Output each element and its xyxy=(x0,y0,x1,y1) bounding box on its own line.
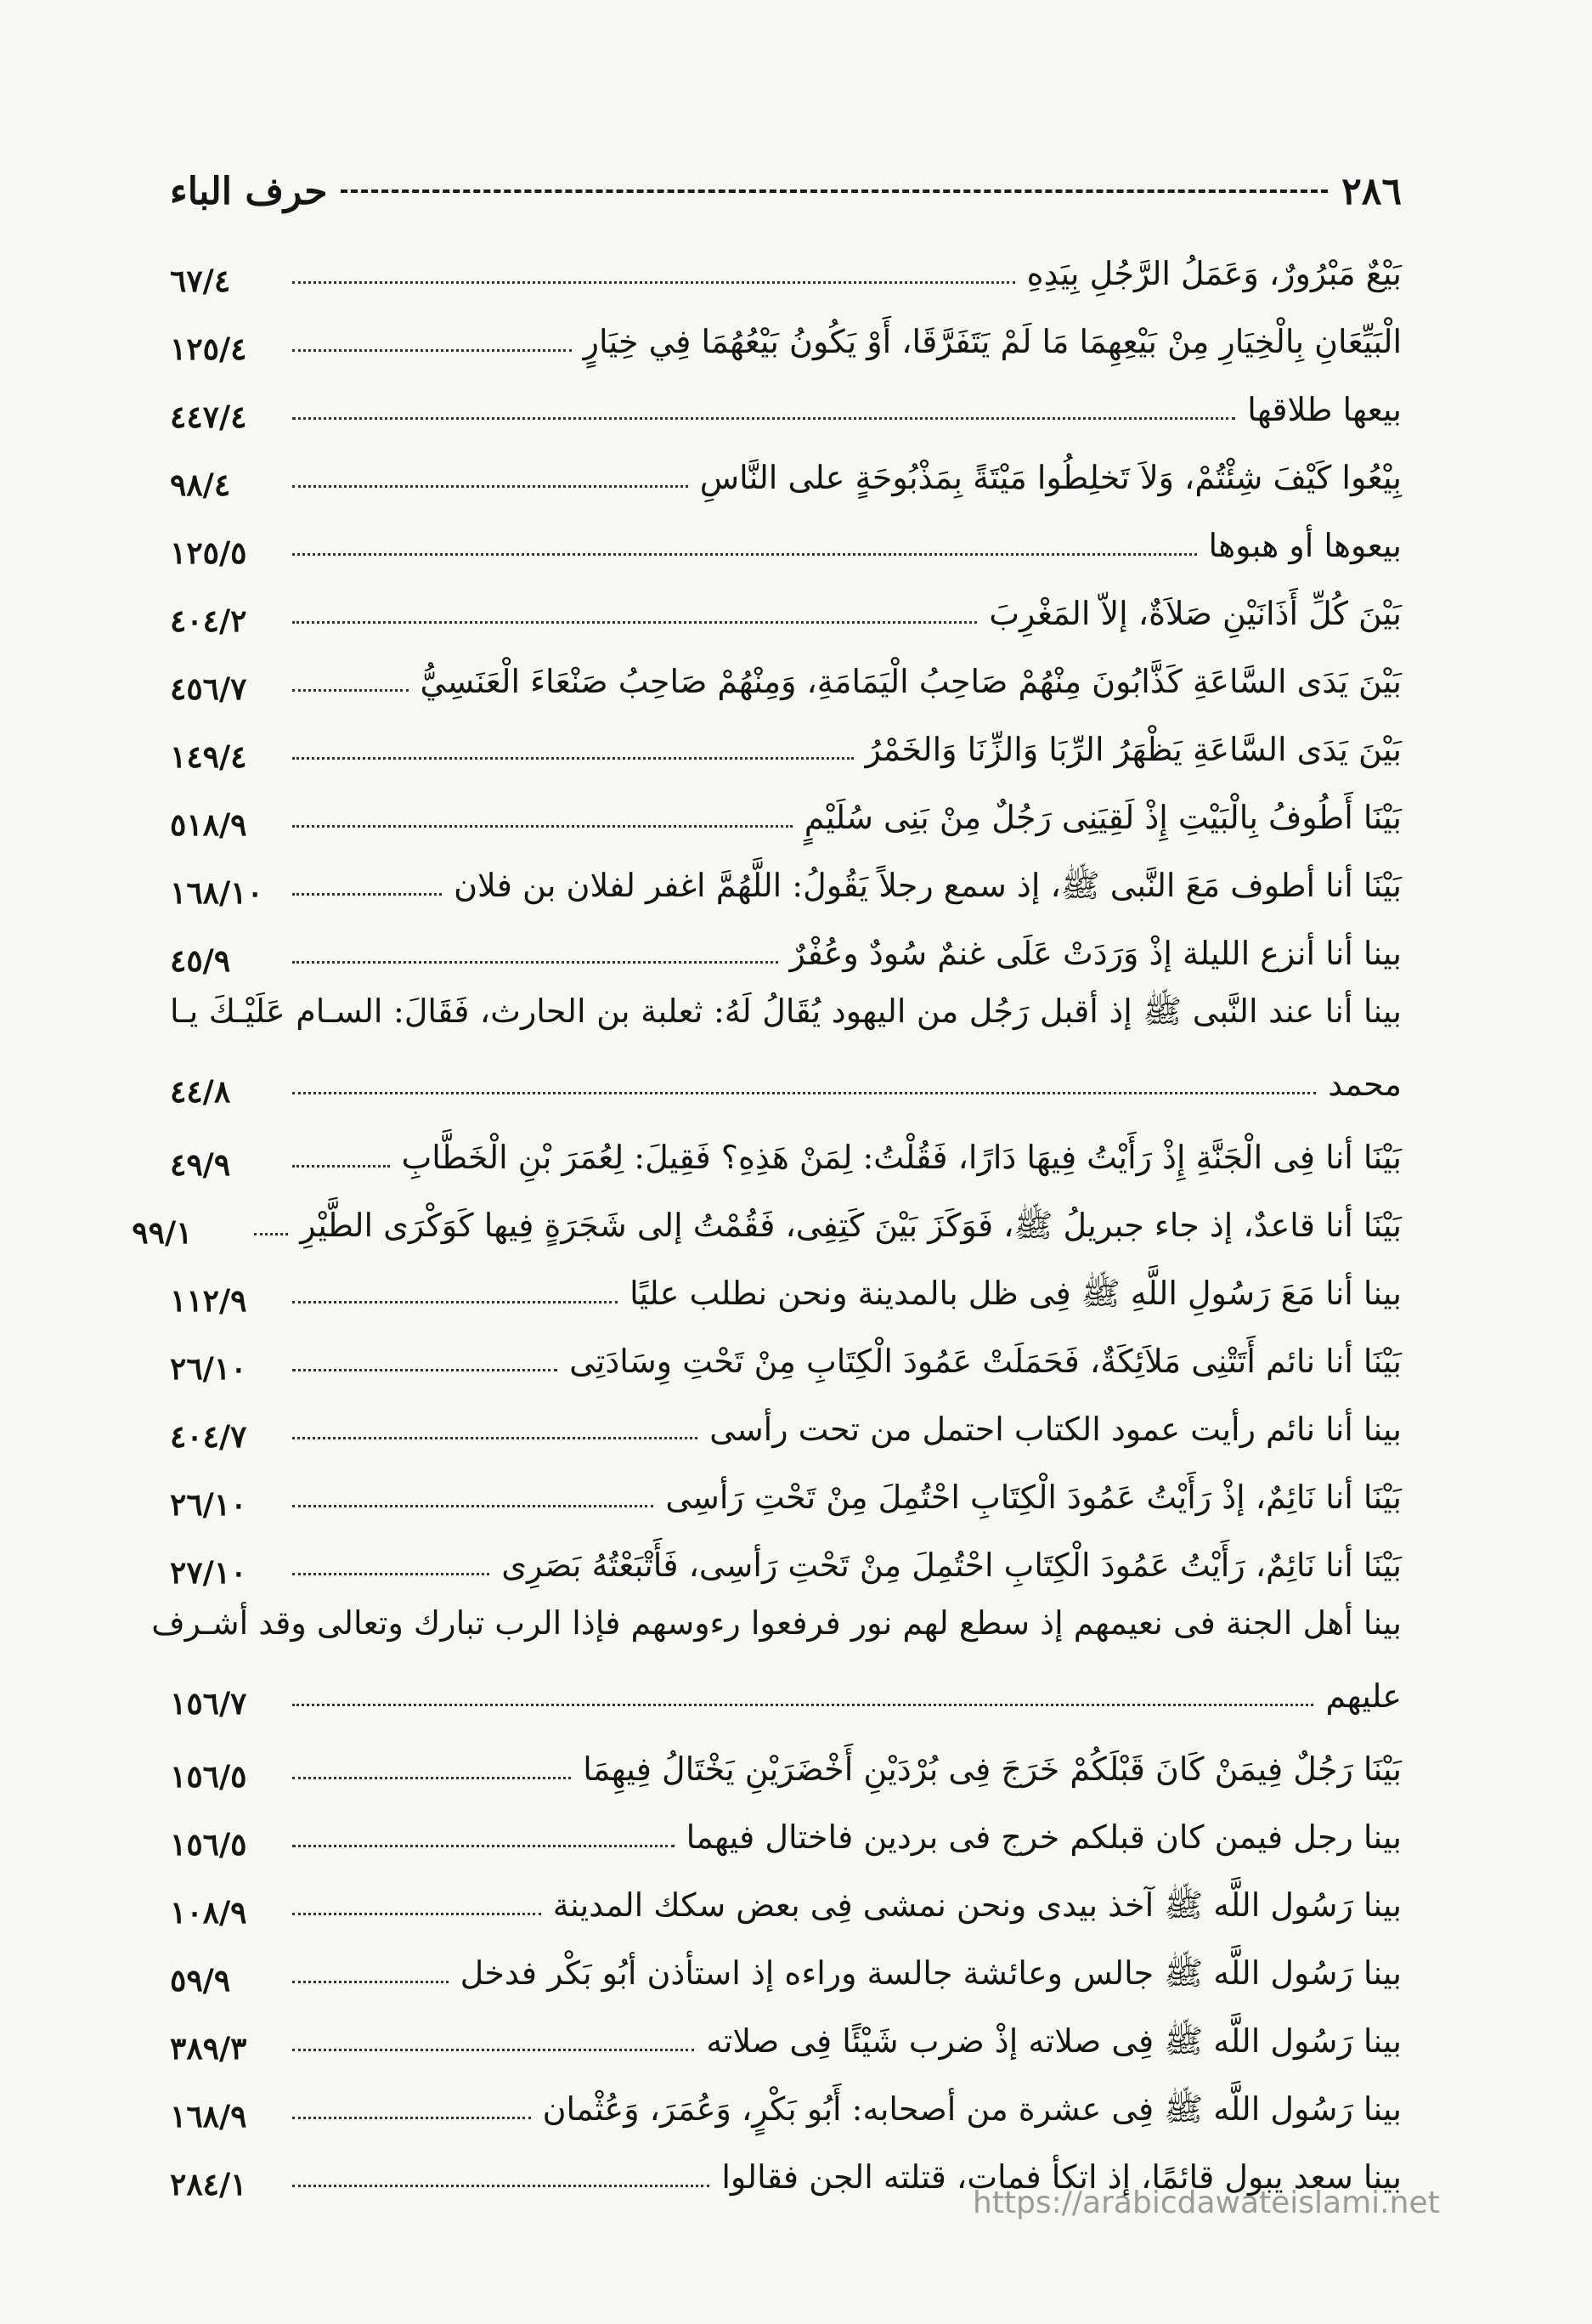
entry-text: بينا أنا مَعَ رَسُولِ اللَّهِ ﷺ فِى ظل بالمدينة ونحن نطلب عليًا xyxy=(629,1275,1402,1312)
entry-text-line2 xyxy=(170,1671,1402,1722)
leader-dots xyxy=(292,2185,709,2187)
leader-dots xyxy=(292,349,572,352)
leader-dots xyxy=(292,1505,653,1507)
watermark: https://arabicdawateislami.net xyxy=(973,2185,1440,2220)
leader-dots xyxy=(292,1777,571,1779)
index-entry xyxy=(170,299,1402,367)
entry-text: بيعها طلاقها xyxy=(1247,391,1402,428)
index-entry xyxy=(132,1183,1402,1251)
entry-reference: ٤٥/٩ xyxy=(170,943,231,979)
entry-reference: ٤٥٦/٧ xyxy=(170,671,247,707)
entry-reference: ٢٦/١٠ xyxy=(170,1351,247,1387)
entry-text: بَيْنَ يَدَى السَّاعَةِ يَظْهَرُ الرِّبَا وَالزِّنَا وَالخَمْرُ xyxy=(865,731,1402,768)
leader-dots xyxy=(292,893,442,896)
index-entry xyxy=(170,503,1402,571)
entry-reference: ١٠٨/٩ xyxy=(170,1895,247,1931)
index-entry xyxy=(170,1251,1402,1319)
entry-text: بَيْنَا أَطُوفُ بِالْبَيْتِ إِذْ لَقِيَنِى رَجُلٌ مِنْ بَنِى سُلَيْمٍ xyxy=(804,799,1402,836)
index-entry xyxy=(170,707,1402,775)
entry-reference: ٤٠٤/٧ xyxy=(170,1419,247,1455)
leader-dots xyxy=(292,417,1235,420)
leader-dots xyxy=(292,689,409,692)
index-entry xyxy=(170,1999,1402,2067)
entry-text-line2 xyxy=(170,1059,1402,1110)
index-entry xyxy=(170,571,1402,639)
entry-text: بَيْنَا أنا أطوف مَعَ النَّبى ﷺ، إذ سمع رجلاً يَقُولُ: اللَّهُمَّ اغفر لفلان بن فلان xyxy=(454,867,1402,904)
index-entry xyxy=(170,1795,1402,1863)
entry-text: بَيْنَا أنا نائم أَتَتْنِى مَلاَئِكَةٌ، فَحَمَلَتْ عَمُودَ الْكِتَابِ مِنْ تَحْتِ وِسَادَتِى xyxy=(569,1343,1402,1380)
entry-text: بينا رَسُول اللَّه ﷺ فِى عشرة من أصحابه: أَبُو بَكْرٍ، وَعُمَرَ، وَعُثْمان xyxy=(542,2090,1402,2128)
entry-text: بَيْنَ يَدَى السَّاعَةِ كَذَّابُونَ مِنْهُمْ صَاحِبُ الْيَمَامَةِ، وَمِنْهُمْ صَاحِبُ صَنْعَاءَ الْعَنَسِيُّ xyxy=(420,663,1402,700)
index-entry xyxy=(170,2067,1402,2135)
leader-dots xyxy=(292,757,854,760)
entry-reference: ١٥٦/٧ xyxy=(170,1686,247,1722)
entry-reference: ١٥٦/٥ xyxy=(170,1827,247,1863)
leader-dots xyxy=(292,1573,489,1575)
entry-text: بَيْنَا أنا قاعدٌ، إذ جاء جبريلُ ﷺ، فَوَكَزَ بَيْنَ كَتِفِى، فَقُمْتُ إلى شَجَرَةٍ فِيها كَوَكْرَى الطَّيْرِ xyxy=(300,1207,1402,1244)
index-entry xyxy=(151,1591,1402,1727)
entry-text: بِيْعُوا كَيْفَ شِئْتُمْ، وَلاَ تَخلِطُوا مَيْتَةً بِمَذْبُوحَةٍ على النَّاسِ xyxy=(699,459,1402,496)
entry-reference: ١٢٥/٥ xyxy=(170,535,247,571)
entry-text: بَيْنَا أنا نَائِمٌ، رَأَيْتُ عَمُودَ الْكِتَابِ احْتُمِلَ مِنْ تَحْتِ رَأسِى، فَأَتْبَعْتُهُ بَصَرِى xyxy=(501,1547,1402,1584)
leader-dots xyxy=(292,1913,541,1915)
entry-text: بينا أنا أنزع الليلة إذْ وَرَدَتْ عَلَى غنمٌ سُودٌ وعُفْرٌ xyxy=(789,935,1402,972)
index-entry xyxy=(170,1931,1402,1999)
entry-text: بينا رَسُول اللَّه ﷺ جالس وعائشة جالسة وراءه إذ استأذن أبُو بَكْر فدخل xyxy=(460,1954,1402,1992)
entry-reference: ١١٢/٩ xyxy=(170,1283,247,1319)
entry-text: محمد xyxy=(1328,1066,1402,1103)
entry-text: بينا رَسُول اللَّه ﷺ آخذ بيدى ونحن نمشى فِى بعض سكك المدينة xyxy=(552,1886,1402,1924)
index-entry xyxy=(170,1863,1402,1931)
entry-reference: ٦٧/٤ xyxy=(170,263,231,299)
index-entry xyxy=(170,979,1402,1115)
entry-reference: ٥١٨/٩ xyxy=(170,807,247,843)
index-entry xyxy=(170,231,1402,299)
index-entry xyxy=(170,1523,1402,1591)
entry-reference: ٣٨٩/٣ xyxy=(170,2031,247,2067)
leader-dots xyxy=(292,1437,697,1439)
leader-dots xyxy=(292,485,688,488)
entry-text-line1: بينا أهل الجنة فى نعيمهم إذ سطع لهم نور فرفعوا رءوسهم فإذا الرب تبارك وتعالى وقد أشـرف xyxy=(151,1604,1402,1642)
entry-reference: ١٦٨/١٠ xyxy=(170,875,263,911)
index-entry xyxy=(170,1727,1402,1795)
entry-text: بَيْنَا أنا نَائِمٌ، إذْ رَأَيْتُ عَمُودَ الْكِتَابِ احْتُمِلَ مِنْ تَحْتِ رَأسِى xyxy=(665,1479,1402,1516)
index-entry xyxy=(170,1455,1402,1523)
leader-dots xyxy=(292,1981,449,1983)
entry-reference: ٤٩/٩ xyxy=(170,1147,231,1183)
section-title: حرف الباء xyxy=(170,169,328,213)
index-entry xyxy=(170,1387,1402,1455)
entry-reference: ١٥٦/٥ xyxy=(170,1759,247,1795)
entry-text-line1: بينا أنا عند النَّبى ﷺ إذ أقبل رَجُل من اليهود يُقَالُ لَهُ: ثعلبة بن الحارث، فَقَالَ: السـام عَلَيْـكَ يـا xyxy=(170,992,1402,1030)
entry-text: بينا أنا نائم رأيت عمود الكتاب احتمل من تحت رأسى xyxy=(709,1411,1402,1448)
leader-dots xyxy=(254,1233,288,1236)
leader-dots xyxy=(292,2117,531,2119)
index-entry xyxy=(170,911,1402,979)
index-entries xyxy=(132,231,1402,2202)
entry-text: عليهم xyxy=(1325,1677,1402,1715)
leader-dots xyxy=(292,825,793,828)
leader-dots xyxy=(292,621,977,624)
entry-reference: ٩٨/٤ xyxy=(170,467,231,503)
page-header xyxy=(170,161,1402,221)
entry-reference: ٢٧/١٠ xyxy=(170,1555,247,1591)
header-rule xyxy=(341,189,1328,193)
page-number: ٢٨٦ xyxy=(1341,169,1402,213)
leader-dots xyxy=(292,1165,390,1168)
entry-reference: ٤٠٤/٢ xyxy=(170,603,247,639)
entry-reference: ٢٨٤/١ xyxy=(170,2167,247,2202)
index-entry xyxy=(170,639,1402,707)
leader-dots xyxy=(292,1845,675,1847)
entry-text: بَيْنَا أنا فِى الْجَنَّةِ إِذْ رَأَيْتُ فِيهَا دَارًا، فَقُلْتُ: لِمَنْ هَذِهِ؟ فَقِيلَ: لِعُمَرَ بْنِ الْخَطَّابِ xyxy=(401,1139,1402,1176)
entry-text: بَيْنَ كُلِّ أَذَانَيْنِ صَلاَةٌ، إلاّ المَغْرِبَ xyxy=(989,595,1402,632)
index-entry xyxy=(170,367,1402,435)
index-entry xyxy=(170,435,1402,503)
entry-text: بينا رجل فيمن كان قبلكم خرج فى بردين فاختال فيهما xyxy=(686,1818,1402,1856)
entry-text: بينا سعد يبول قائمًا، إذ اتكأ فمات، قتلته الجن فقالوا xyxy=(721,2158,1402,2196)
index-entry xyxy=(170,1319,1402,1387)
leader-dots xyxy=(292,1092,1316,1094)
entry-reference: ٥٩/٩ xyxy=(170,1963,231,1999)
entry-reference: ٢٦/١٠ xyxy=(170,1487,247,1523)
leader-dots xyxy=(292,1704,1313,1706)
entry-reference: ١٦٨/٩ xyxy=(170,2099,247,2135)
leader-dots xyxy=(292,553,1197,556)
leader-dots xyxy=(292,281,1015,284)
entry-reference: ٤٤٧/٤ xyxy=(170,399,247,435)
entry-text: بَيْعٌ مَبْرُورٌ، وَعَمَلُ الرَّجُلِ بِيَدِهِ xyxy=(1026,255,1402,292)
entry-reference: ١٢٥/٤ xyxy=(170,331,247,367)
entry-text: بَيْنَا رَجُلٌ فِيمَنْ كَانَ قَبْلَكُمْ خَرَجَ فِى بُرْدَيْنِ أَخْضَرَيْنِ يَخْتَالُ فِيهِمَا xyxy=(583,1750,1402,1788)
entry-reference: ١٤٩/٤ xyxy=(170,739,247,775)
index-entry xyxy=(170,775,1402,843)
index-entry xyxy=(170,1115,1402,1183)
entry-text: الْبَيِّعَانِ بِالْخِيَارِ مِنْ بَيْعِهِمَا مَا لَمْ يَتَفَرَّقَا، أَوْ يَكُونُ بَيْعُهُمَا فِي خِيَارٍ xyxy=(583,323,1402,360)
leader-dots xyxy=(292,1301,618,1303)
leader-dots xyxy=(292,961,778,964)
leader-dots xyxy=(292,2049,694,2051)
entry-text: بينا رَسُول اللَّه ﷺ فِى صلاته إذْ ضرب شَيْئًا فِى صلاته xyxy=(706,2022,1402,2060)
index-entry xyxy=(170,843,1402,911)
entry-text: بيعوها أو هبوها xyxy=(1208,527,1402,564)
entry-reference: ٤٤/٨ xyxy=(170,1074,231,1110)
entry-reference: ٩٩/١ xyxy=(132,1215,193,1251)
leader-dots xyxy=(292,1369,557,1371)
